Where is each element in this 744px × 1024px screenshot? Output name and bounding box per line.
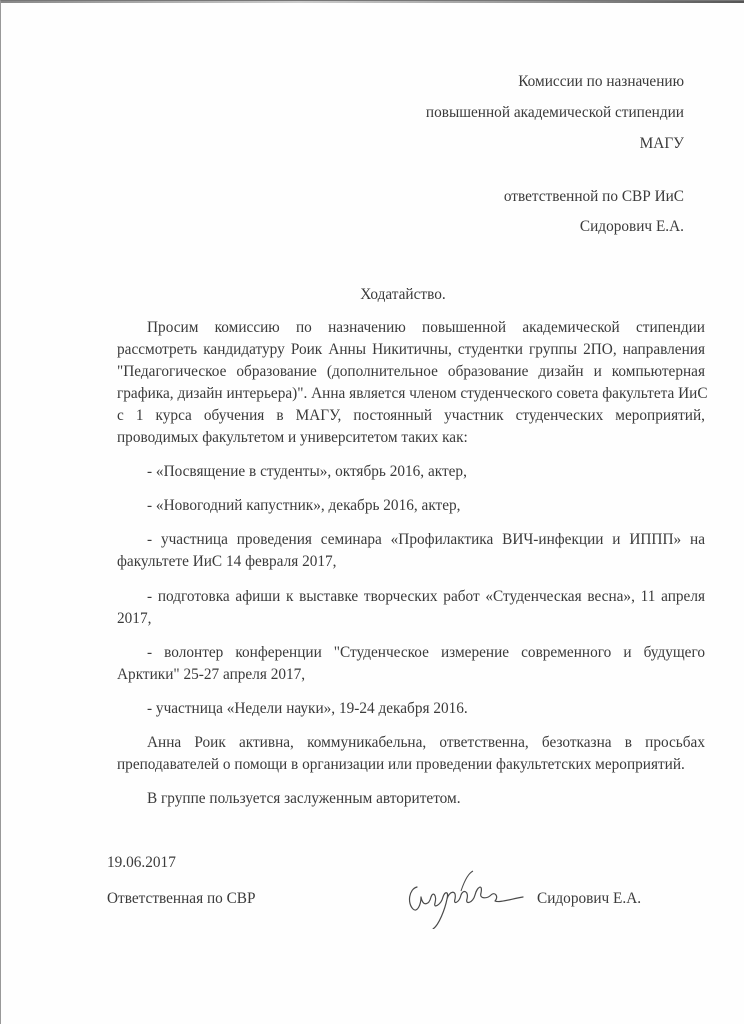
sender-line: Сидорович Е.А. — [579, 218, 684, 235]
event-item-continued: 2017, — [117, 610, 152, 627]
paragraph-line: проводимых факультетом и университетом таких как: — [117, 429, 468, 446]
addressee-line: Комиссии по назначению — [518, 73, 684, 90]
authority-line: В группе пользуется заслуженным авторитетом. — [147, 790, 461, 807]
paragraph-line: "Педагогическое образование (дополнительное образование дизайн и компьютерная — [117, 363, 705, 380]
paragraph-line: преподавателей о помощи в организации или проведении факультетских мероприятий. — [117, 756, 685, 773]
signer-position: Ответственная по СВР — [107, 890, 256, 907]
paragraph-line: с 1 курса обучения в МАГУ, постоянный участник студенческих мероприятий, — [117, 407, 705, 424]
paragraph-line: рассмотреть кандидатуру Роик Анны Никитичны, студентки группы 2ПО, направления — [117, 341, 705, 358]
scan-edge — [1, 1, 744, 3]
event-item: - «Посвящение в студенты», октябрь 2016, актер, — [147, 463, 467, 480]
addressee-line: повышенной академической стипендии — [425, 104, 684, 121]
handwritten-signature-icon — [403, 869, 528, 929]
document-title: Ходатайство. — [360, 286, 446, 303]
paragraph-line: Анна Роик активна, коммуникабельна, ответственна, безотказна в просьбах — [147, 734, 705, 751]
event-item: - участница «Недели науки», 19-24 декабря 2016. — [147, 700, 468, 717]
event-item: - волонтер конференции "Студенческое измерение современного и будущего — [147, 644, 705, 661]
event-item-continued: Арктики" 25-27 апреля 2017, — [117, 666, 306, 683]
event-item: - «Новогодний капустник», декабрь 2016, актер, — [147, 497, 461, 514]
addressee-line: МАГУ — [639, 135, 684, 152]
paragraph-line: графика, дизайн интерьера)". Анна является членом студенческого совета факультета ИиС — [117, 385, 708, 402]
event-item-continued: факультете ИиС 14 февраля 2017, — [117, 553, 337, 570]
event-item: - подготовка афиши к выставке творческих работ «Студенческая весна», 11 апреля — [147, 588, 705, 605]
event-item: - участница проведения семинара «Профилактика ВИЧ-инфекции и ИППП» на — [147, 531, 705, 548]
document-date: 19.06.2017 — [107, 854, 176, 871]
signer-name: Сидорович Е.А. — [537, 890, 642, 907]
paragraph-line: Просим комиссию по назначению повышенной академической стипендии — [147, 319, 705, 336]
sender-line: ответственной по СВР ИиС — [503, 188, 684, 205]
